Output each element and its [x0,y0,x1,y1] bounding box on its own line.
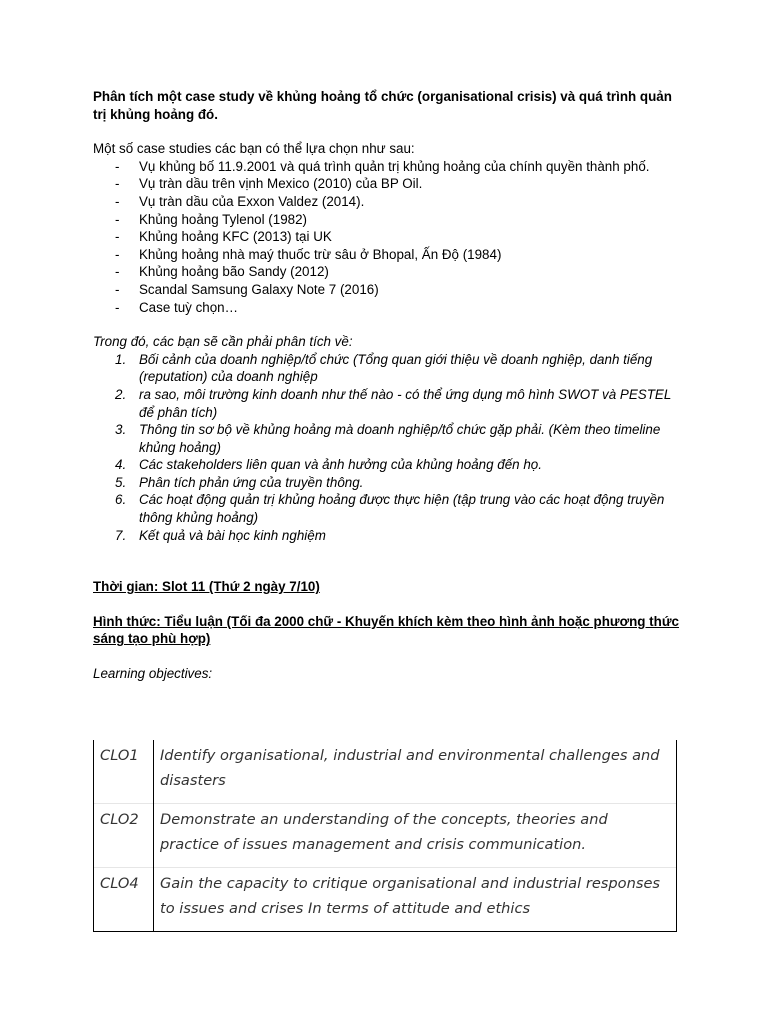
case-text: Khủng hoảng Tylenol (1982) [139,211,308,227]
document-page [93,88,683,683]
requirements-intro: Trong đó, các bạn sẽ cần phải phân tích về: [93,334,353,350]
clo-code: CLO4 [94,868,154,932]
clo-description: Gain the capacity to critique organisational and industrial responses to issues and crises In terms of attitude and ethics [154,868,677,932]
list-number: 6. [115,492,127,508]
list-number: 2. [115,386,127,402]
assignment-title: Phân tích một case study về khủng hoảng tổ chức (organisational crisis) và quá trình quản trị khủng hoảng đó. [93,89,672,122]
bullet-dash: - [115,193,120,209]
learning-objectives-table [93,740,677,932]
list-item [93,299,683,317]
list-item [93,281,683,299]
list-item [93,158,683,176]
list-item [93,175,683,193]
bullet-dash: - [115,176,120,192]
clo-description: Identify organisational, industrial and environmental challenges and disasters [154,740,677,804]
list-item [93,527,683,545]
bullet-dash: - [115,158,120,174]
list-item [93,386,683,421]
case-text: Khủng hoảng KFC (2013) tại UK [139,229,332,245]
list-number: 3. [115,422,127,438]
list-number: 1. [115,351,127,367]
list-item [93,193,683,211]
requirement-text: Thông tin sơ bộ về khủng hoảng mà doanh nghiệp/tổ chức gặp phải. (Kèm theo timeline khủng hoảng) [139,422,661,455]
list-item [93,456,683,474]
list-item [93,263,683,281]
requirement-text: Phân tích phản ứng của truyền thông. [139,474,364,490]
case-text: Case tuỳ chọn… [139,299,238,315]
case-text: Vụ khủng bố 11.9.2001 và quá trình quản trị khủng hoảng của chính quyền thành phố. [139,158,650,174]
deadline-line: Thời gian: Slot 11 (Thứ 2 ngày 7/10) [93,579,320,595]
list-number: 4. [115,457,127,473]
requirement-text: Kết quả và bài học kinh nghiệm [139,527,326,543]
clo-code: CLO2 [94,804,154,868]
case-text: Vụ tràn dầu trên vịnh Mexico (2010) của BP Oil. [139,176,423,192]
table-row [94,804,677,868]
requirements-list [93,351,683,545]
requirement-text: ra sao, môi trường kinh doanh như thế nào - có thể ứng dụng mô hình SWOT và PESTEL để phân tích) [139,386,672,420]
bullet-dash: - [115,299,120,315]
list-item [93,351,683,386]
case-list [93,158,683,316]
list-item [93,491,683,526]
bullet-dash: - [115,264,120,280]
list-item [93,211,683,229]
case-text: Khủng hoảng bão Sandy (2012) [139,264,329,280]
requirement-text: Các stakeholders liên quan và ảnh hưởng của khủng hoảng đến họ. [139,457,542,473]
clo-description: Demonstrate an understanding of the concepts, theories and practice of issues management and crisis communication. [154,804,677,868]
format-line: Hình thức: Tiểu luận (Tối đa 2000 chữ - Khuyến khích kèm theo hình ảnh hoặc phương thức sáng tạo phù hợp) [93,613,679,647]
list-item [93,421,683,456]
clo-code: CLO1 [94,740,154,804]
list-item [93,474,683,492]
bullet-dash: - [115,229,120,245]
case-text: Scandal Samsung Galaxy Note 7 (2016) [139,281,379,297]
case-text: Vụ tràn dầu của Exxon Valdez (2014). [139,193,365,209]
bullet-dash: - [115,281,120,297]
list-number: 5. [115,474,127,490]
table-row [94,740,677,804]
case-list-intro: Một số case studies các bạn có thể lựa chọn như sau: [93,141,415,157]
list-number: 7. [115,527,127,543]
requirement-text: Các hoạt động quản trị khủng hoảng được thực hiện (tập trung vào các hoạt động truyền thông khủng hoảng) [139,492,665,526]
bullet-dash: - [115,211,120,227]
table-row [94,868,677,932]
bullet-dash: - [115,246,120,262]
list-item [93,228,683,246]
learning-objectives-label: Learning objectives: [93,666,213,682]
requirement-text: Bối cảnh của doanh nghiệp/tổ chức (Tổng quan giới thiệu về doanh nghiệp, danh tiếng (reputation) của doanh nghiệp [139,351,653,385]
list-item [93,246,683,264]
case-text: Khủng hoảng nhà maý thuốc trừ sâu ở Bhopal, Ấn Độ (1984) [139,246,502,262]
